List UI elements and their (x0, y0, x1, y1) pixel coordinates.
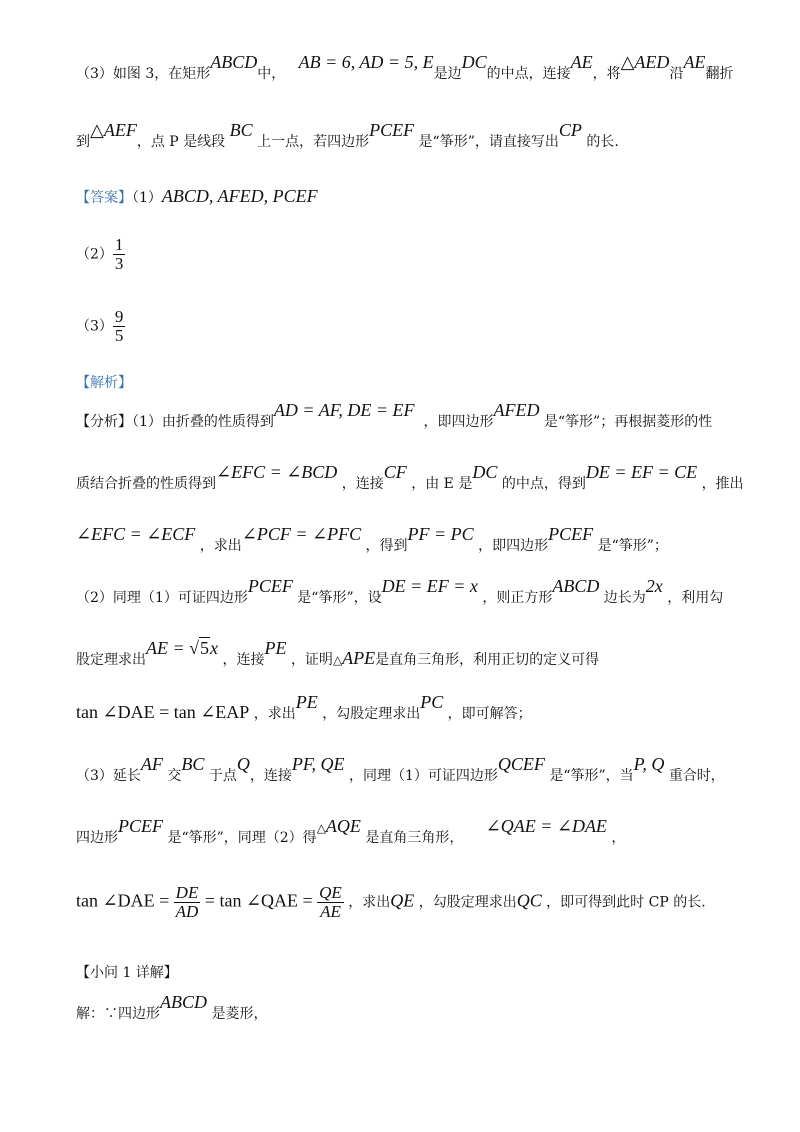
triangle-icon: △ (316, 821, 326, 835)
triangle-icon: △ (332, 653, 343, 667)
analysis-line-5: 股定理求出AE = √5x ，连接PE ，证明△APE是直角三角形，利用正切的定义可得 (76, 638, 600, 668)
answer-1-math: ABCD, AFED, PCEF (161, 186, 318, 206)
answer-3-fraction: $\frac{9}{5}$ (114, 307, 124, 345)
analysis-line-8: 四边形PCEF 是“筝形”，同理（2）得△AQE 是直角三角形， ∠QAE = ∠DAE ， (76, 816, 626, 846)
question-3-line-2: 到△AEF，点 P 是线段 BC 上一点，若四边形PCEF 是“筝形”，请直接写出CP 的长. (76, 120, 619, 150)
answer-line-3: （3） $\frac{9}{5}$ (76, 307, 124, 345)
analysis-line-6: tan ∠DAE = tan ∠EAP ，求出PE ，勾股定理求出PC ，即可解答； (76, 692, 532, 722)
question-3-line-1: （3）如图 3，在矩形ABCD中， AB = 6, AD = 5, E是边DC的中点，连接AE，将△AED沿AE翻折 (76, 52, 734, 82)
analysis-line-3: ∠EFC = ∠ECF ，求出∠PCF = ∠PFC ，得到PF = PC ，即四边形PCEF 是“筝形”； (76, 524, 668, 554)
fraction-de-ad: $\frac{DE}{AD}$ (175, 883, 199, 921)
solution-line-1: 解：∵四边形ABCD 是菱形， (76, 992, 268, 1022)
answer-2-fraction: $\frac{1}{3}$ (114, 235, 124, 273)
answer-tag: 【答案】 (76, 190, 132, 206)
analysis-line-7: （3）延长AF 交BC 于点Q，连接PF, QE ，同理（1）可证四边形QCEF 是“筝形”，当P, Q 重合时， (76, 754, 725, 784)
analysis-line-4: （2）同理（1）可证四边形PCEF 是“筝形”，设DE = EF = x ，则正方形ABCD 边长为2x ，利用勾 (76, 576, 724, 606)
analysis-line-9: tan ∠DAE = $\frac{DE}{AD}$ = tan ∠QAE = $\frac{QE}{AE}$ ，求出QE ，勾股定理求出QC ，即可得到此时 CP 的长. (76, 883, 706, 921)
answer-line-1: 【答案】（1）ABCD, AFED, PCEF (76, 186, 318, 206)
analysis-line-2: 质结合折叠的性质得到∠EFC = ∠BCD ，连接CF ，由 E 是DC 的中点，得到DE = EF = CE ，推出 (76, 462, 744, 492)
analysis-tag: 【解析】 (76, 375, 132, 391)
analysis-tag-line (76, 372, 132, 392)
detail-heading: 【小问 1 详解】 (76, 965, 178, 981)
fraction-qe-ae: $\frac{QE}{AE}$ (319, 883, 342, 921)
analysis-line-1: 【分析】（1）由折叠的性质得到AD = AF, DE = EF ，即四边形AFED 是“筝形”；再根据菱形的性 (76, 400, 713, 430)
answer-line-2: （2） $\frac{1}{3}$ (76, 235, 124, 273)
sqrt-symbol: √5 (189, 638, 210, 658)
